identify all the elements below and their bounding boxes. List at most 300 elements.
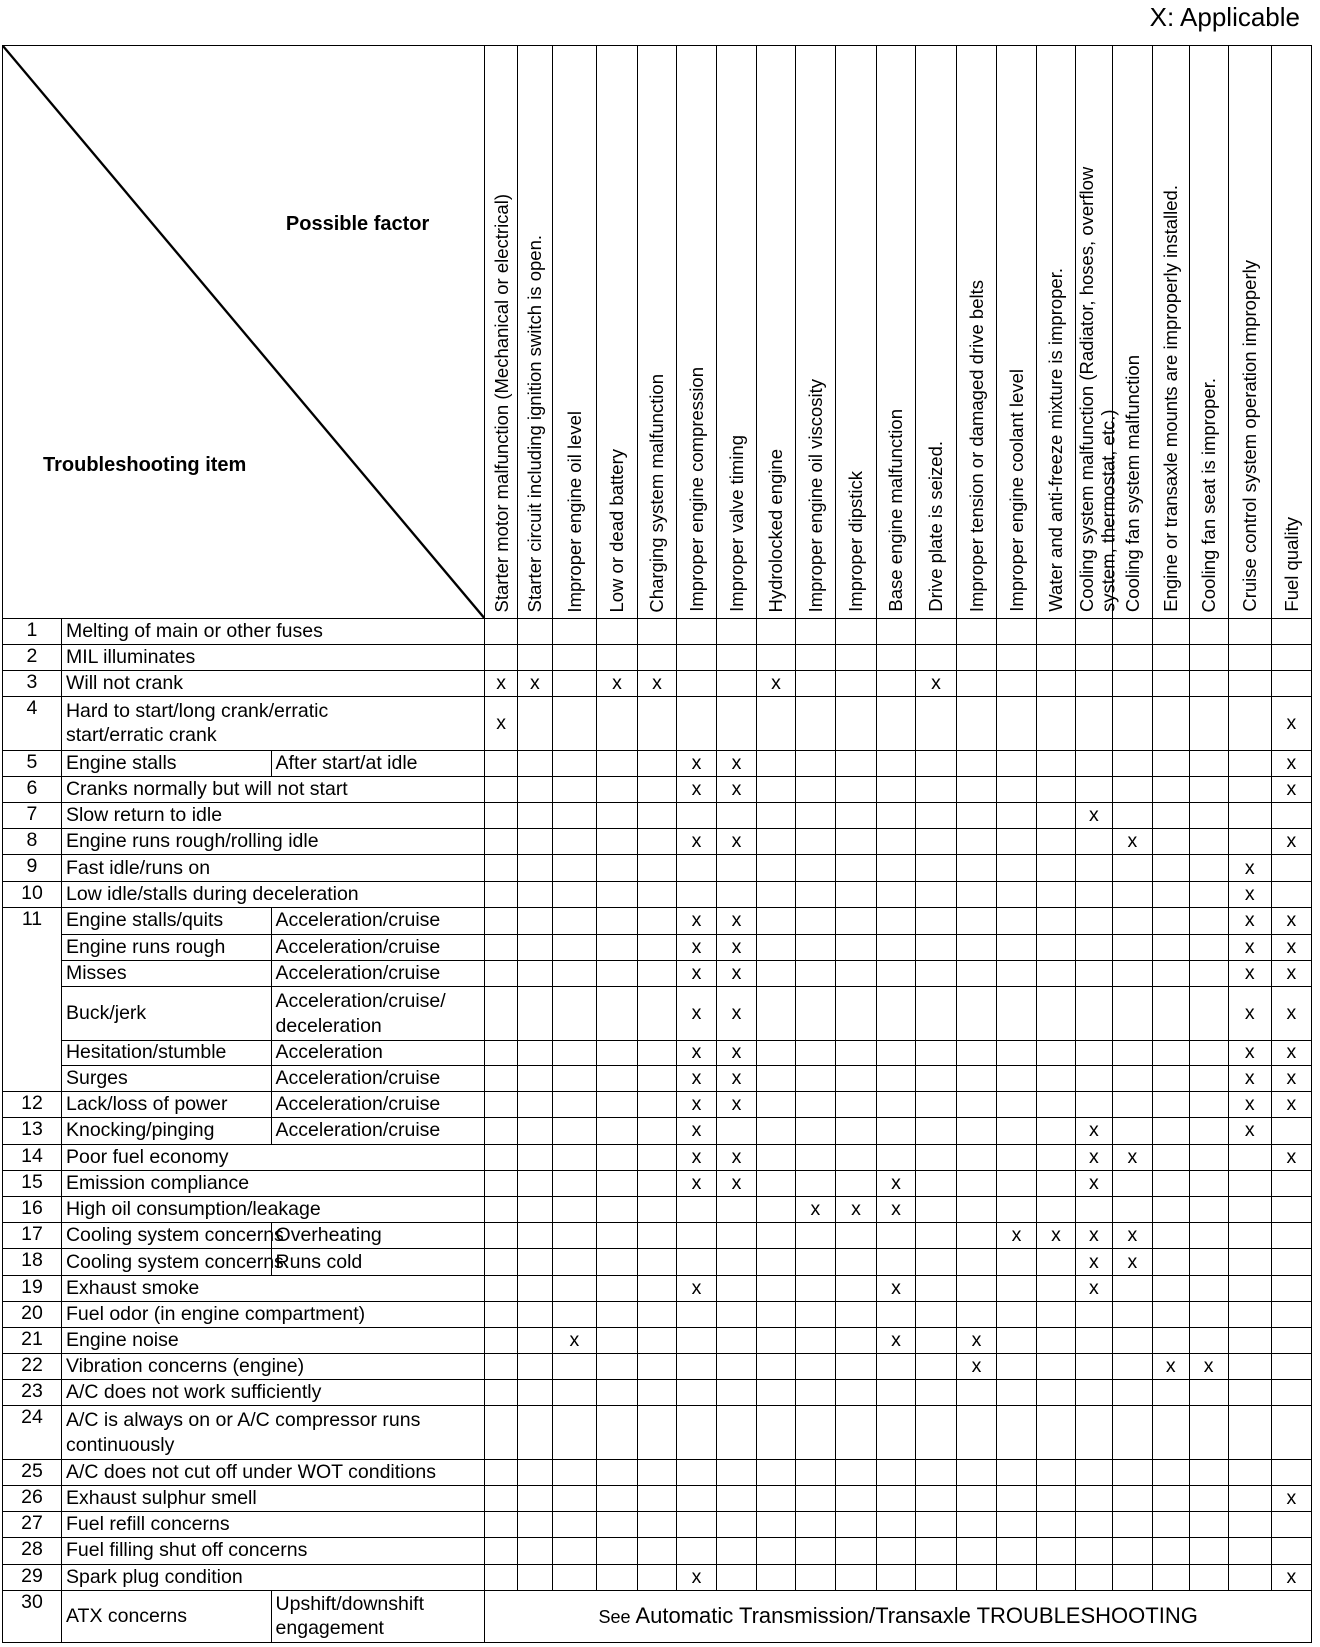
header-row	[3, 46, 1312, 619]
applicability-cell	[1228, 697, 1271, 750]
applicability-cell	[1271, 1512, 1311, 1538]
applicability-cell	[517, 1538, 552, 1564]
factor-header-3	[552, 46, 596, 619]
applicability-cell	[1228, 1066, 1271, 1092]
condition: Upshift/downshift engagement	[271, 1590, 485, 1642]
applicability-cell	[1037, 1275, 1076, 1301]
applicability-cell	[676, 935, 716, 961]
factor-header-8	[756, 46, 795, 619]
applicability-cell	[716, 961, 756, 987]
applicability-cell	[1037, 961, 1076, 987]
applicability-cell	[716, 1354, 756, 1380]
applicable-mark: x	[731, 1002, 742, 1025]
applicability-cell	[795, 935, 835, 961]
applicability-cell	[1228, 1485, 1271, 1512]
applicability-cell	[1152, 1406, 1189, 1459]
applicable-mark: x	[1127, 1145, 1138, 1168]
applicable-mark: x	[1244, 1067, 1255, 1090]
table-row	[3, 1538, 1312, 1564]
applicability-cell	[756, 1223, 795, 1249]
applicability-cell	[1271, 1197, 1311, 1223]
applicability-cell	[795, 1538, 835, 1564]
applicability-cell	[915, 1302, 956, 1328]
applicability-cell	[637, 1197, 676, 1223]
see-target: Automatic Transmission/Transaxle TROUBLESHOOTING	[635, 1603, 1198, 1629]
factor-label: Improper dipstick	[845, 471, 867, 613]
row-number: 21	[3, 1328, 62, 1354]
row-number: 27	[3, 1512, 62, 1538]
applicability-cell	[596, 829, 637, 855]
applicability-cell	[1112, 645, 1152, 671]
applicability-cell	[485, 1223, 518, 1249]
factor-label: Base engine malfunction	[885, 409, 907, 613]
applicability-cell	[1152, 1538, 1189, 1564]
applicability-cell	[835, 907, 876, 935]
applicability-cell	[1076, 881, 1113, 907]
applicability-cell	[1076, 907, 1113, 935]
applicable-mark: x	[771, 672, 781, 695]
applicable-mark: x	[971, 1329, 982, 1352]
applicability-cell	[637, 1406, 676, 1459]
applicability-cell	[1152, 1485, 1189, 1512]
applicable-mark: x	[1244, 882, 1255, 905]
applicability-cell	[1037, 619, 1076, 645]
troubleshooting-item: Cooling system concerns	[61, 1223, 271, 1249]
applicability-cell	[1152, 803, 1189, 829]
applicability-cell	[1152, 645, 1189, 671]
row-number: 15	[3, 1171, 62, 1197]
applicability-cell	[676, 1354, 716, 1380]
applicability-cell	[676, 777, 716, 803]
applicability-cell	[1076, 1197, 1113, 1223]
applicability-cell	[795, 987, 835, 1040]
applicable-mark: x	[851, 1198, 861, 1221]
applicability-cell	[795, 1302, 835, 1328]
applicability-cell	[1112, 855, 1152, 881]
applicability-cell	[1152, 1512, 1189, 1538]
applicability-cell	[915, 671, 956, 697]
applicability-cell	[1271, 1538, 1311, 1564]
applicability-cell	[1228, 829, 1271, 855]
applicability-cell	[957, 829, 997, 855]
applicability-cell	[596, 1197, 637, 1223]
applicable-mark: x	[612, 672, 622, 695]
applicability-cell	[552, 987, 596, 1040]
applicability-cell	[552, 1223, 596, 1249]
table-row	[3, 1380, 1312, 1406]
applicable-mark: x	[891, 1329, 901, 1352]
applicability-cell	[485, 803, 518, 829]
applicability-cell	[485, 855, 518, 881]
table-row	[3, 1197, 1312, 1223]
applicability-cell	[1189, 855, 1228, 881]
troubleshooting-item: Slow return to idle	[61, 803, 484, 829]
applicability-cell	[1271, 697, 1311, 750]
applicability-cell	[1228, 1171, 1271, 1197]
applicable-mark: x	[1165, 1355, 1176, 1378]
applicability-cell	[835, 961, 876, 987]
applicability-cell	[756, 1144, 795, 1171]
factor-label: Low or dead battery	[606, 448, 628, 613]
applicability-cell	[637, 881, 676, 907]
row-number: 6	[3, 777, 62, 803]
applicability-cell	[756, 907, 795, 935]
applicability-cell	[835, 1512, 876, 1538]
applicable-mark: x	[731, 751, 742, 774]
applicability-cell	[552, 1406, 596, 1459]
applicability-cell	[957, 619, 997, 645]
applicability-cell	[1076, 1485, 1113, 1512]
applicability-cell	[795, 1092, 835, 1118]
applicability-cell	[877, 961, 916, 987]
applicable-mark: x	[691, 1093, 702, 1116]
applicability-cell	[637, 935, 676, 961]
applicability-cell	[1037, 1171, 1076, 1197]
applicability-cell	[1152, 855, 1189, 881]
applicability-cell	[1037, 1040, 1076, 1066]
applicability-cell	[756, 829, 795, 855]
applicability-cell	[835, 1249, 876, 1276]
applicability-cell	[795, 777, 835, 803]
applicability-cell	[957, 1197, 997, 1223]
applicability-cell	[517, 1197, 552, 1223]
applicability-cell	[957, 803, 997, 829]
applicability-cell	[517, 1092, 552, 1118]
applicability-cell	[1189, 1040, 1228, 1066]
applicability-cell	[552, 881, 596, 907]
condition: Acceleration/cruise	[271, 1066, 485, 1092]
applicability-cell	[1228, 935, 1271, 961]
applicability-cell	[1037, 1144, 1076, 1171]
applicability-cell	[485, 777, 518, 803]
applicable-mark: x	[1127, 830, 1138, 853]
applicability-cell	[795, 619, 835, 645]
header-corner	[3, 46, 485, 619]
applicable-mark: x	[1244, 909, 1255, 932]
applicability-cell	[716, 1406, 756, 1459]
troubleshooting-item: Emission compliance	[61, 1171, 484, 1197]
applicability-cell	[957, 671, 997, 697]
table-row	[3, 1485, 1312, 1512]
applicability-cell	[676, 1066, 716, 1092]
applicability-cell	[596, 1380, 637, 1406]
applicability-cell	[1112, 1380, 1152, 1406]
factor-header-10	[835, 46, 876, 619]
applicability-cell	[877, 907, 916, 935]
applicable-mark: x	[1286, 936, 1297, 959]
applicability-cell	[877, 1249, 916, 1276]
applicability-cell	[1076, 1512, 1113, 1538]
applicability-cell	[517, 671, 552, 697]
table-row	[3, 1590, 1312, 1642]
applicability-cell	[795, 1171, 835, 1197]
table-row	[3, 855, 1312, 881]
table-row	[3, 1459, 1312, 1485]
applicable-mark: x	[1127, 1250, 1138, 1273]
applicability-cell	[552, 619, 596, 645]
condition: Acceleration/cruise	[271, 907, 485, 935]
applicable-mark: x	[1286, 1041, 1297, 1064]
table-row	[3, 1092, 1312, 1118]
applicability-cell	[1189, 987, 1228, 1040]
factor-label: Improper valve timing	[725, 435, 747, 613]
see-prefix: See	[598, 1607, 631, 1628]
applicability-cell	[877, 1171, 916, 1197]
applicability-cell	[795, 1066, 835, 1092]
table-row	[3, 645, 1312, 671]
applicability-cell	[1076, 1040, 1113, 1066]
applicability-cell	[795, 881, 835, 907]
applicability-cell	[1037, 1512, 1076, 1538]
applicable-mark: x	[652, 672, 662, 695]
applicability-cell	[1076, 829, 1113, 855]
applicability-cell	[1271, 961, 1311, 987]
applicability-cell	[517, 881, 552, 907]
applicability-cell	[1228, 1459, 1271, 1485]
applicability-cell	[716, 1223, 756, 1249]
applicability-cell	[877, 987, 916, 1040]
applicability-cell	[485, 1564, 518, 1590]
applicability-cell	[552, 671, 596, 697]
applicability-cell	[915, 1538, 956, 1564]
applicability-cell	[1189, 750, 1228, 777]
applicability-cell	[957, 750, 997, 777]
factor-header-7	[716, 46, 756, 619]
factor-label: Cooling system malfunction (Radiator, hoses, overflow system, thermostat, etc.)	[1076, 166, 1119, 613]
applicability-cell	[835, 1459, 876, 1485]
applicability-cell	[485, 881, 518, 907]
applicability-cell	[877, 1380, 916, 1406]
applicability-cell	[1112, 1302, 1152, 1328]
table-row	[3, 750, 1312, 777]
applicable-mark: x	[1244, 1119, 1255, 1142]
applicable-mark: x	[891, 1277, 901, 1300]
applicability-cell	[1271, 1118, 1311, 1144]
applicability-cell	[716, 777, 756, 803]
applicability-cell	[795, 1380, 835, 1406]
applicability-cell	[1189, 697, 1228, 750]
factor-header-19	[1189, 46, 1228, 619]
applicability-cell	[795, 961, 835, 987]
applicability-cell	[1271, 829, 1311, 855]
applicability-cell	[1228, 855, 1271, 881]
applicability-cell	[795, 1512, 835, 1538]
condition: Acceleration	[271, 1040, 485, 1066]
applicability-cell	[1076, 1092, 1113, 1118]
applicability-cell	[1271, 1406, 1311, 1459]
applicability-cell	[596, 1354, 637, 1380]
applicability-cell	[1037, 1538, 1076, 1564]
applicability-cell	[877, 1066, 916, 1092]
applicable-mark: x	[731, 909, 742, 932]
applicability-cell	[756, 1512, 795, 1538]
applicability-cell	[485, 1538, 518, 1564]
applicable-mark: x	[731, 1041, 742, 1064]
applicability-cell	[957, 777, 997, 803]
applicability-cell	[1037, 1328, 1076, 1354]
applicability-cell	[1228, 777, 1271, 803]
applicability-cell	[795, 1406, 835, 1459]
applicability-cell	[756, 671, 795, 697]
applicability-cell	[1112, 1171, 1152, 1197]
applicability-cell	[1271, 1328, 1311, 1354]
applicability-cell	[1076, 1328, 1113, 1354]
applicability-cell	[517, 1354, 552, 1380]
applicability-cell	[552, 1249, 596, 1276]
applicability-cell	[485, 671, 518, 697]
applicability-cell	[1076, 803, 1113, 829]
applicability-cell	[637, 961, 676, 987]
applicability-cell	[552, 1144, 596, 1171]
applicability-cell	[1189, 777, 1228, 803]
applicability-cell	[1076, 1564, 1113, 1590]
applicability-cell	[877, 1275, 916, 1301]
applicable-mark: x	[691, 1277, 702, 1300]
applicability-cell	[1189, 829, 1228, 855]
applicability-cell	[877, 1564, 916, 1590]
troubleshooting-item: Vibration concerns (engine)	[61, 1354, 484, 1380]
table-row	[3, 619, 1312, 645]
applicability-cell	[795, 697, 835, 750]
applicability-cell	[676, 1092, 716, 1118]
applicability-cell	[877, 750, 916, 777]
applicability-cell	[676, 1118, 716, 1144]
applicability-cell	[1228, 1538, 1271, 1564]
applicability-cell	[596, 1538, 637, 1564]
applicability-cell	[997, 829, 1037, 855]
table-row	[3, 777, 1312, 803]
applicability-cell	[997, 1223, 1037, 1249]
applicability-cell	[1076, 619, 1113, 645]
troubleshooting-item: Fuel filling shut off concerns	[61, 1538, 484, 1564]
applicability-cell	[1037, 1406, 1076, 1459]
applicability-cell	[1076, 671, 1113, 697]
applicability-cell	[1228, 1275, 1271, 1301]
applicability-cell	[1189, 645, 1228, 671]
applicability-cell	[1037, 829, 1076, 855]
troubleshooting-item: Engine runs rough	[61, 935, 271, 961]
table-row	[3, 1249, 1312, 1276]
applicability-cell	[517, 803, 552, 829]
applicability-cell	[1271, 1144, 1311, 1171]
row-number: 20	[3, 1302, 62, 1328]
applicability-cell	[1228, 987, 1271, 1040]
applicability-cell	[1152, 1197, 1189, 1223]
table-row	[3, 881, 1312, 907]
applicability-cell	[552, 935, 596, 961]
condition: Acceleration/cruise	[271, 961, 485, 987]
applicability-cell	[835, 1328, 876, 1354]
applicability-cell	[997, 907, 1037, 935]
applicability-cell	[485, 1197, 518, 1223]
factor-header-12	[915, 46, 956, 619]
factor-header-2	[517, 46, 552, 619]
applicability-cell	[756, 645, 795, 671]
table-row	[3, 803, 1312, 829]
applicability-cell	[517, 855, 552, 881]
applicability-cell	[997, 1564, 1037, 1590]
troubleshooting-item: Fast idle/runs on	[61, 855, 484, 881]
applicability-cell	[552, 803, 596, 829]
applicability-cell	[485, 961, 518, 987]
applicability-cell	[1189, 1197, 1228, 1223]
applicability-cell	[1112, 619, 1152, 645]
applicable-mark: x	[1203, 1355, 1214, 1378]
applicability-cell	[1152, 1040, 1189, 1066]
applicability-cell	[795, 1040, 835, 1066]
applicability-cell	[1228, 1249, 1271, 1276]
applicability-cell	[756, 1380, 795, 1406]
applicability-cell	[1189, 1512, 1228, 1538]
applicable-mark: x	[691, 1067, 702, 1090]
applicability-cell	[716, 1275, 756, 1301]
applicability-cell	[835, 1406, 876, 1459]
applicability-cell	[1152, 1171, 1189, 1197]
applicability-cell	[915, 907, 956, 935]
applicability-cell	[795, 1197, 835, 1223]
applicability-cell	[1112, 1354, 1152, 1380]
applicability-cell	[957, 961, 997, 987]
factor-header-13	[957, 46, 997, 619]
applicable-mark: x	[1089, 1250, 1099, 1273]
applicability-cell	[835, 1144, 876, 1171]
applicability-cell	[1228, 1328, 1271, 1354]
factor-header-21	[1271, 46, 1311, 619]
applicability-cell	[915, 855, 956, 881]
applicability-cell	[835, 750, 876, 777]
applicability-cell	[1037, 1249, 1076, 1276]
applicable-mark: x	[810, 1198, 821, 1221]
applicability-cell	[1037, 1459, 1076, 1485]
applicability-cell	[1271, 1040, 1311, 1066]
applicability-cell	[1189, 1118, 1228, 1144]
applicable-mark: x	[1089, 1224, 1099, 1247]
applicability-cell	[716, 881, 756, 907]
applicability-cell	[997, 1275, 1037, 1301]
applicability-cell	[517, 697, 552, 750]
condition: Acceleration/cruise	[271, 935, 485, 961]
applicability-cell	[756, 1406, 795, 1459]
applicability-cell	[877, 697, 916, 750]
applicability-cell	[1037, 803, 1076, 829]
applicability-cell	[877, 1223, 916, 1249]
applicability-cell	[596, 697, 637, 750]
troubleshooting-item: Melting of main or other fuses	[61, 619, 484, 645]
applicability-cell	[835, 1118, 876, 1144]
applicability-cell	[1037, 1564, 1076, 1590]
applicability-cell	[957, 1354, 997, 1380]
applicability-cell	[835, 1302, 876, 1328]
applicable-mark: x	[1286, 830, 1297, 853]
applicability-cell	[997, 1459, 1037, 1485]
troubleshooting-item: Fuel refill concerns	[61, 1512, 484, 1538]
applicable-mark: x	[1286, 909, 1297, 932]
troubleshooting-item: Will not crank	[61, 671, 484, 697]
applicable-mark: x	[1286, 1002, 1297, 1025]
applicability-cell	[795, 1459, 835, 1485]
applicability-cell	[1112, 1406, 1152, 1459]
applicable-mark: x	[496, 711, 506, 734]
factor-header-5	[637, 46, 676, 619]
applicability-cell	[1152, 1118, 1189, 1144]
troubleshooting-item: Surges	[61, 1066, 271, 1092]
applicability-cell	[1189, 671, 1228, 697]
applicability-cell	[877, 619, 916, 645]
applicable-mark: x	[1051, 1224, 1061, 1247]
applicability-cell	[1112, 1249, 1152, 1276]
applicability-cell	[485, 1092, 518, 1118]
applicability-cell	[835, 829, 876, 855]
